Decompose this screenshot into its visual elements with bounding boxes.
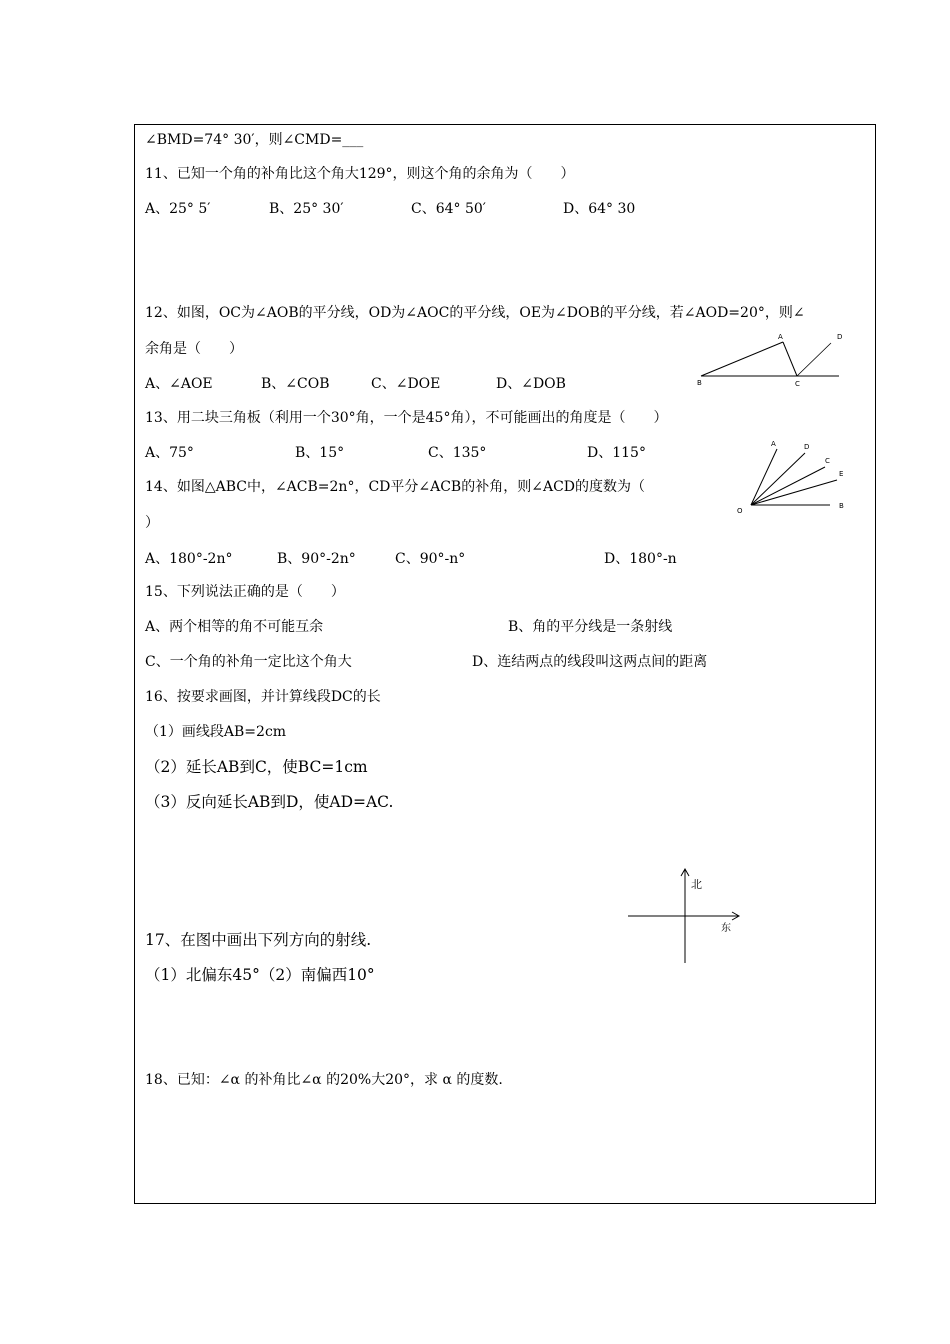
ray-cd <box>797 343 831 376</box>
rays-figure <box>733 437 853 519</box>
q18-stem: 18、已知：∠α 的补角比∠α 的20%大20°，求 α 的度数. <box>145 1072 503 1088</box>
q13-stem: 13、用二块三角板（利用一个30°角，一个是45°角），不可能画出的角度是（ ） <box>145 410 668 426</box>
label-d: D <box>804 443 810 451</box>
q15-option-a: A、两个相等的角不可能互余 <box>145 619 324 635</box>
q12-stem-cont: 余角是（ ） <box>145 341 243 357</box>
q11-stem: 11、已知一个角的补角比这个角大129°，则这个角的余角为（ ） <box>145 166 575 182</box>
q13-option-c: C、135° <box>428 445 487 461</box>
q10-tail: ∠BMD=74° 30′，则∠CMD=___ <box>145 132 364 148</box>
question-frame <box>134 124 876 1204</box>
ray-oc <box>751 467 825 505</box>
q14-option-a: A、180°-2n° <box>145 551 233 567</box>
label-d: D <box>837 333 843 341</box>
q13-option-a: A、75° <box>145 445 194 461</box>
q12-stem: 12、如图，OC为∠AOB的平分线，OD为∠AOC的平分线，OE为∠DOB的平分线，若∠AOD=20°，则∠ <box>145 305 805 321</box>
compass-figure <box>625 865 749 967</box>
q15-option-b: B、角的平分线是一条射线 <box>508 619 673 635</box>
q13-option-d: D、115° <box>587 445 646 461</box>
q14-option-d: D、180°-n <box>604 551 677 567</box>
q14-stem-cont: ） <box>145 515 159 531</box>
label-e: E <box>839 470 844 478</box>
q17-directions: （1）北偏东45°（2）南偏西10° <box>145 966 375 984</box>
q12-option-a: A、∠AOE <box>145 376 213 392</box>
q14-option-b: B、90°-2n° <box>277 551 356 567</box>
q11-option-b: B、25° 30′ <box>269 201 344 217</box>
q11-option-c: C、64° 50′ <box>411 201 486 217</box>
q11-option-a: A、25° 5′ <box>145 201 211 217</box>
label-c: C <box>825 457 830 465</box>
q11-option-d: D、64° 30 <box>563 201 636 217</box>
q12-option-c: C、∠DOE <box>371 376 441 392</box>
q12-option-b: B、∠COB <box>261 376 330 392</box>
label-a: A <box>771 440 776 448</box>
label-north: 北 <box>691 878 702 891</box>
q14-option-c: C、90°-n° <box>395 551 466 567</box>
q15-option-c: C、一个角的补角一定比这个角大 <box>145 654 352 670</box>
label-o: O <box>737 507 743 515</box>
q13-option-b: B、15° <box>295 445 345 461</box>
q15-option-d: D、连结两点的线段叫这两点间的距离 <box>472 654 708 670</box>
label-east: 东 <box>721 923 731 934</box>
label-b: B <box>697 379 702 387</box>
q12-option-d: D、∠DOB <box>496 376 566 392</box>
triangle-figure <box>691 330 851 390</box>
q16-step-3: （3）反向延长AB到D，使AD=AC. <box>145 793 394 811</box>
label-a: A <box>778 333 783 341</box>
ray-oa <box>751 449 777 505</box>
q16-step-2: （2）延长AB到C，使BC=1cm <box>145 758 368 776</box>
q15-stem: 15、下列说法正确的是（ ） <box>145 584 345 600</box>
side-ab <box>701 342 783 376</box>
q16-stem: 16、按要求画图，并计算线段DC的长 <box>145 689 381 705</box>
label-b: B <box>839 502 844 510</box>
q14-stem: 14、如图△ABC中，∠ACB=2n°，CD平分∠ACB的补角，则∠ACD的度数为（ <box>145 479 645 495</box>
q16-step-1: （1）画线段AB=2cm <box>145 724 287 740</box>
q17-stem: 17、在图中画出下列方向的射线. <box>145 931 372 949</box>
side-ac <box>783 342 797 376</box>
label-c: C <box>795 380 800 388</box>
